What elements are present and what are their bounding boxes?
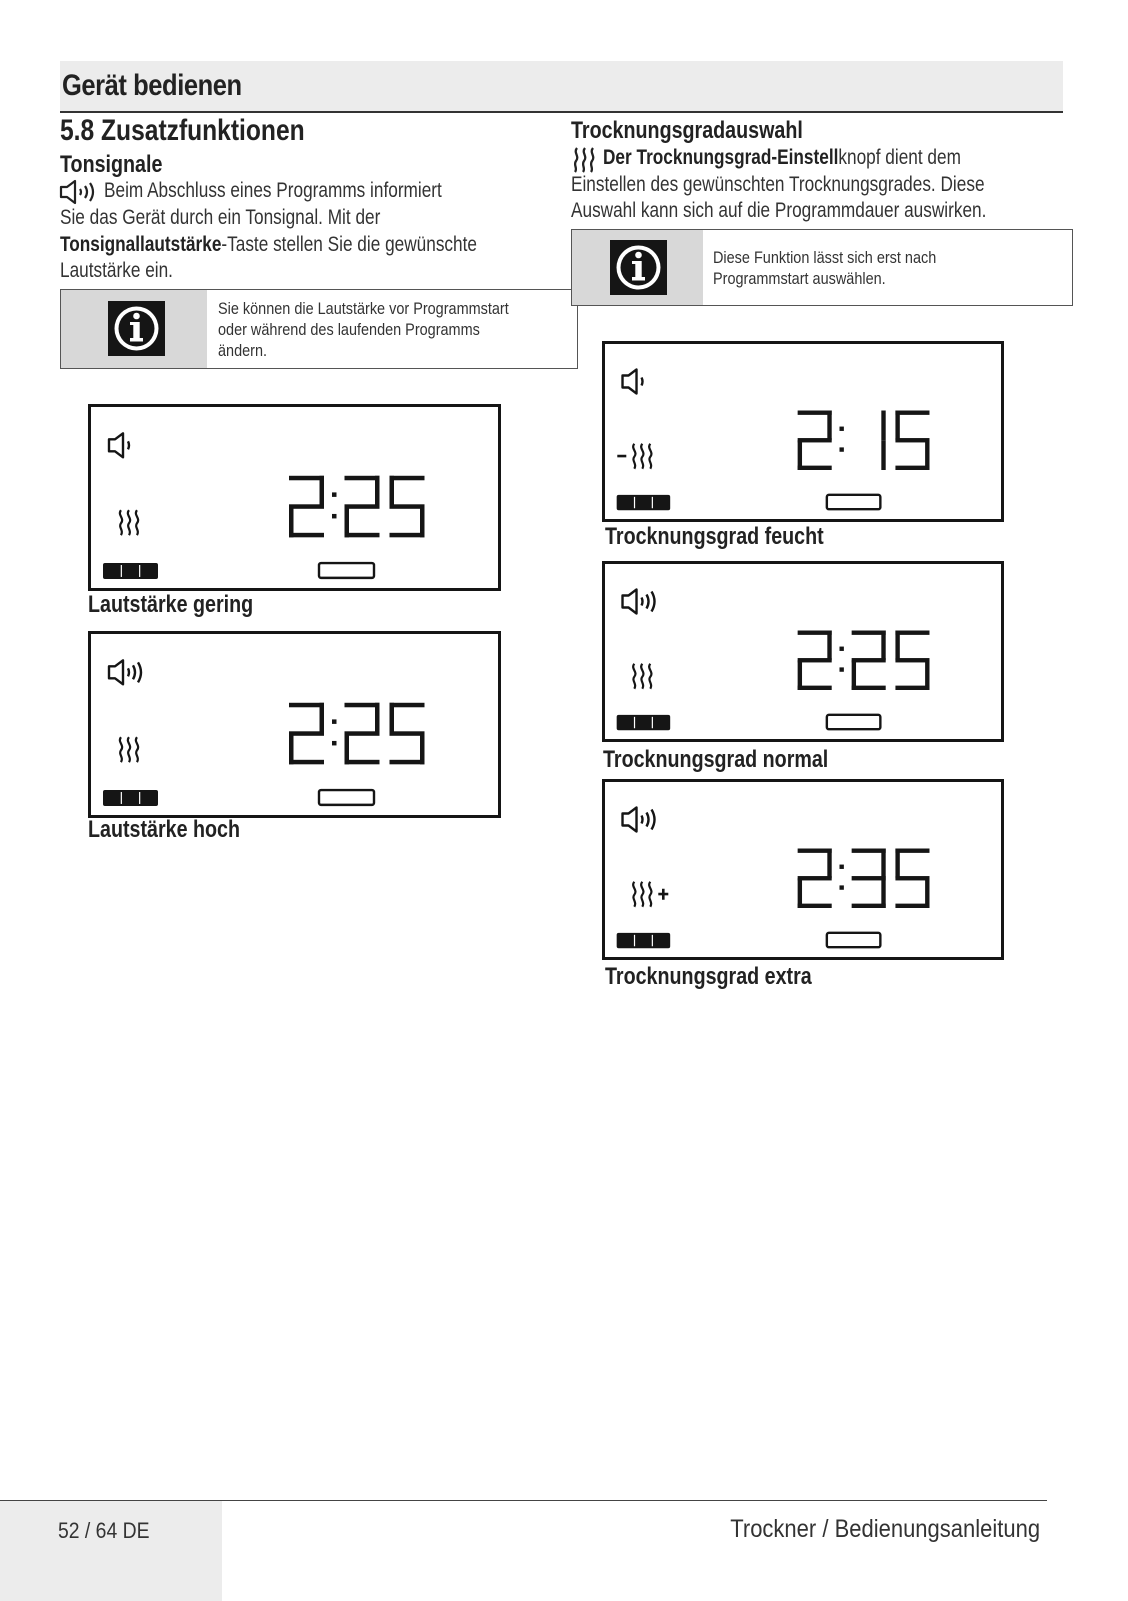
lcd-segment bbox=[345, 476, 380, 481]
info-volume-line2: oder während des laufenden Programms bbox=[218, 320, 480, 339]
speaker-icon bbox=[58, 178, 102, 206]
lcd-segment bbox=[895, 631, 899, 661]
lcd-segment bbox=[345, 703, 380, 708]
steam-icon bbox=[120, 737, 138, 762]
tonsignale-keyword: Tonsignallautstärke bbox=[60, 233, 222, 256]
steam-icon bbox=[120, 510, 138, 535]
lcd-segment bbox=[895, 876, 929, 880]
display-panel-volume-high bbox=[88, 631, 501, 818]
lcd-segment bbox=[895, 849, 929, 853]
lcd-segment bbox=[289, 734, 294, 765]
lcd-segment bbox=[895, 631, 929, 635]
trocknungsgrad-keyword: Der Trocknungsgrad-Einstell bbox=[603, 146, 839, 169]
lcd-segment bbox=[345, 533, 380, 538]
lcd-segment bbox=[895, 466, 929, 470]
lcd-segment bbox=[345, 507, 350, 538]
info-icon bbox=[610, 240, 667, 295]
lcd-segment bbox=[345, 504, 380, 509]
lcd-segment bbox=[390, 476, 425, 481]
info-dryness-line2: Programmstart auswählen. bbox=[713, 269, 886, 288]
steam-icon bbox=[633, 664, 651, 689]
info-icon bbox=[108, 301, 165, 356]
tonsignale-line3-rest: -Taste stellen Sie die gewünschte bbox=[221, 233, 477, 256]
progress-bar bbox=[827, 495, 881, 509]
lcd-segment bbox=[798, 440, 802, 470]
lcd-segment bbox=[852, 849, 886, 853]
lcd-digit bbox=[895, 849, 929, 909]
lcd-segment bbox=[289, 703, 324, 708]
lcd-segment bbox=[390, 731, 425, 736]
speaker-icon bbox=[109, 660, 141, 684]
lcd-segment bbox=[289, 476, 324, 481]
lcd-segment bbox=[881, 411, 885, 441]
lcd-segment bbox=[881, 878, 885, 908]
trocknungsgrad-title: Trocknungsgradauswahl bbox=[571, 117, 803, 144]
lcd-segment bbox=[895, 849, 899, 879]
tonsignale-line3 bbox=[60, 233, 477, 257]
lcd-segment bbox=[852, 631, 886, 635]
progress-bar bbox=[319, 563, 374, 578]
lcd-segment bbox=[895, 686, 929, 690]
lcd-segment bbox=[289, 507, 294, 538]
speaker-icon bbox=[623, 808, 655, 832]
lcd-segment bbox=[925, 440, 929, 470]
display-panel-volume-low bbox=[88, 404, 501, 591]
level-bar bbox=[617, 495, 671, 510]
lcd-segment bbox=[881, 631, 885, 661]
document-title: Trockner / Bedienungsanleitung bbox=[730, 1515, 1040, 1543]
minus-indicator bbox=[617, 455, 626, 458]
lcd-segment bbox=[289, 533, 324, 538]
display-panel-dry-normal bbox=[602, 561, 1004, 742]
lcd-segment bbox=[852, 660, 856, 690]
info-volume-line3: ändern. bbox=[218, 341, 268, 360]
caption-dry-normal: Trocknungsgrad normal bbox=[603, 746, 829, 773]
progress-bar bbox=[827, 715, 881, 729]
lcd-digit bbox=[390, 703, 425, 765]
section-title: 5.8 Zusatzfunktionen bbox=[60, 114, 305, 147]
time-colon bbox=[839, 427, 843, 452]
level-bar bbox=[103, 563, 158, 579]
tonsignale-line2: Sie das Gerät durch ein Tonsignal. Mit der bbox=[60, 206, 381, 229]
level-bar bbox=[617, 715, 671, 730]
lcd-segment bbox=[798, 686, 832, 690]
lcd-segment bbox=[798, 904, 832, 908]
lcd-segment bbox=[827, 631, 831, 661]
speaker-icon bbox=[109, 433, 129, 457]
info-box-volume bbox=[60, 289, 578, 369]
progress-bar bbox=[827, 933, 881, 947]
page-number: 52 / 64 DE bbox=[58, 1518, 150, 1543]
lcd-digit bbox=[895, 411, 929, 471]
section-header bbox=[60, 61, 1063, 113]
lcd-segment bbox=[289, 504, 324, 509]
lcd-segment bbox=[320, 703, 325, 734]
lcd-segment bbox=[345, 731, 380, 736]
lcd-segment bbox=[827, 411, 831, 441]
lcd-segment bbox=[345, 734, 350, 765]
info-dryness-line1: Diese Funktion lässt sich erst nach bbox=[713, 248, 937, 267]
steam-icon bbox=[570, 146, 600, 174]
steam-icon bbox=[633, 444, 651, 469]
trocknungsgrad-line1 bbox=[603, 146, 961, 170]
lcd-segment bbox=[852, 658, 886, 662]
lcd-segment bbox=[289, 731, 324, 736]
lcd-segment bbox=[798, 849, 832, 853]
lcd-segment bbox=[895, 438, 929, 442]
time-colon bbox=[839, 647, 843, 672]
lcd-digit bbox=[345, 703, 380, 765]
lcd-segment bbox=[881, 849, 885, 879]
lcd-segment bbox=[895, 904, 929, 908]
lcd-segment bbox=[881, 440, 885, 470]
info-box-dryness bbox=[571, 229, 1073, 306]
lcd-segment bbox=[420, 734, 425, 765]
lcd-segment bbox=[852, 686, 886, 690]
info-dryness-text bbox=[713, 247, 936, 289]
caption-dry-damp: Trocknungsgrad feucht bbox=[605, 523, 824, 550]
time-colon bbox=[332, 492, 337, 518]
tonsignale-line1: Beim Abschluss eines Programms informiert bbox=[104, 179, 442, 202]
lcd-segment bbox=[895, 658, 929, 662]
header-title: Gerät bedienen bbox=[62, 69, 242, 102]
lcd-segment bbox=[798, 658, 832, 662]
lcd-segment bbox=[925, 660, 929, 690]
lcd-segment bbox=[895, 411, 929, 415]
display-panel-dry-extra bbox=[602, 779, 1004, 960]
lcd-segment bbox=[390, 504, 425, 509]
lcd-digit bbox=[881, 411, 885, 471]
progress-bar bbox=[319, 790, 374, 805]
display-panel-dry-damp bbox=[602, 341, 1004, 522]
caption-volume-high: Lautstärke hoch bbox=[88, 816, 241, 843]
lcd-digit bbox=[852, 631, 886, 691]
level-bar bbox=[617, 933, 671, 948]
plus-indicator bbox=[662, 889, 665, 900]
lcd-digit bbox=[798, 631, 832, 691]
lcd-segment bbox=[925, 878, 929, 908]
lcd-segment bbox=[375, 703, 380, 734]
lcd-segment bbox=[375, 476, 380, 507]
lcd-segment bbox=[390, 476, 395, 507]
lcd-digit bbox=[289, 703, 324, 765]
time-colon bbox=[332, 719, 337, 745]
lcd-segment bbox=[390, 760, 425, 765]
lcd-digit bbox=[895, 631, 929, 691]
lcd-segment bbox=[289, 760, 324, 765]
lcd-segment bbox=[390, 533, 425, 538]
lcd-segment bbox=[798, 631, 832, 635]
lcd-digit bbox=[390, 476, 425, 538]
lcd-digit bbox=[289, 476, 324, 538]
lcd-segment bbox=[390, 703, 425, 708]
lcd-segment bbox=[420, 507, 425, 538]
caption-dry-extra: Trocknungsgrad extra bbox=[605, 963, 812, 990]
steam-icon bbox=[633, 882, 651, 907]
lcd-segment bbox=[390, 703, 395, 734]
trocknungsgrad-line3: Auswahl kann sich auf die Programmdauer auswirken. bbox=[571, 199, 987, 222]
lcd-segment bbox=[320, 476, 325, 507]
lcd-segment bbox=[345, 760, 380, 765]
time-colon bbox=[839, 865, 843, 890]
speaker-icon bbox=[623, 370, 643, 394]
info-volume-text bbox=[218, 298, 509, 361]
lcd-segment bbox=[798, 878, 802, 908]
caption-volume-low: Lautstärke gering bbox=[88, 591, 254, 618]
lcd-segment bbox=[852, 904, 886, 908]
lcd-digit bbox=[345, 476, 380, 538]
lcd-segment bbox=[798, 438, 832, 442]
lcd-digit bbox=[798, 411, 832, 471]
trocknungsgrad-line2: Einstellen des gewünschten Trocknungsgrades. Diese bbox=[571, 173, 985, 196]
footer-page-band bbox=[0, 1501, 222, 1601]
lcd-segment bbox=[895, 411, 899, 441]
trocknungsgrad-line1-rest: knopf dient dem bbox=[838, 146, 961, 169]
tonsignale-title: Tonsignale bbox=[60, 151, 163, 178]
speaker-icon bbox=[623, 590, 655, 614]
tonsignale-line4: Lautstärke ein. bbox=[60, 259, 173, 282]
info-volume-line1: Sie können die Lautstärke vor Programmstart bbox=[218, 299, 509, 318]
lcd-digit bbox=[798, 849, 832, 909]
lcd-segment bbox=[798, 660, 802, 690]
level-bar bbox=[103, 790, 158, 806]
lcd-segment bbox=[852, 876, 886, 880]
lcd-segment bbox=[798, 411, 832, 415]
lcd-segment bbox=[827, 849, 831, 879]
lcd-digit bbox=[852, 849, 886, 909]
lcd-segment bbox=[798, 876, 832, 880]
lcd-segment bbox=[798, 466, 832, 470]
